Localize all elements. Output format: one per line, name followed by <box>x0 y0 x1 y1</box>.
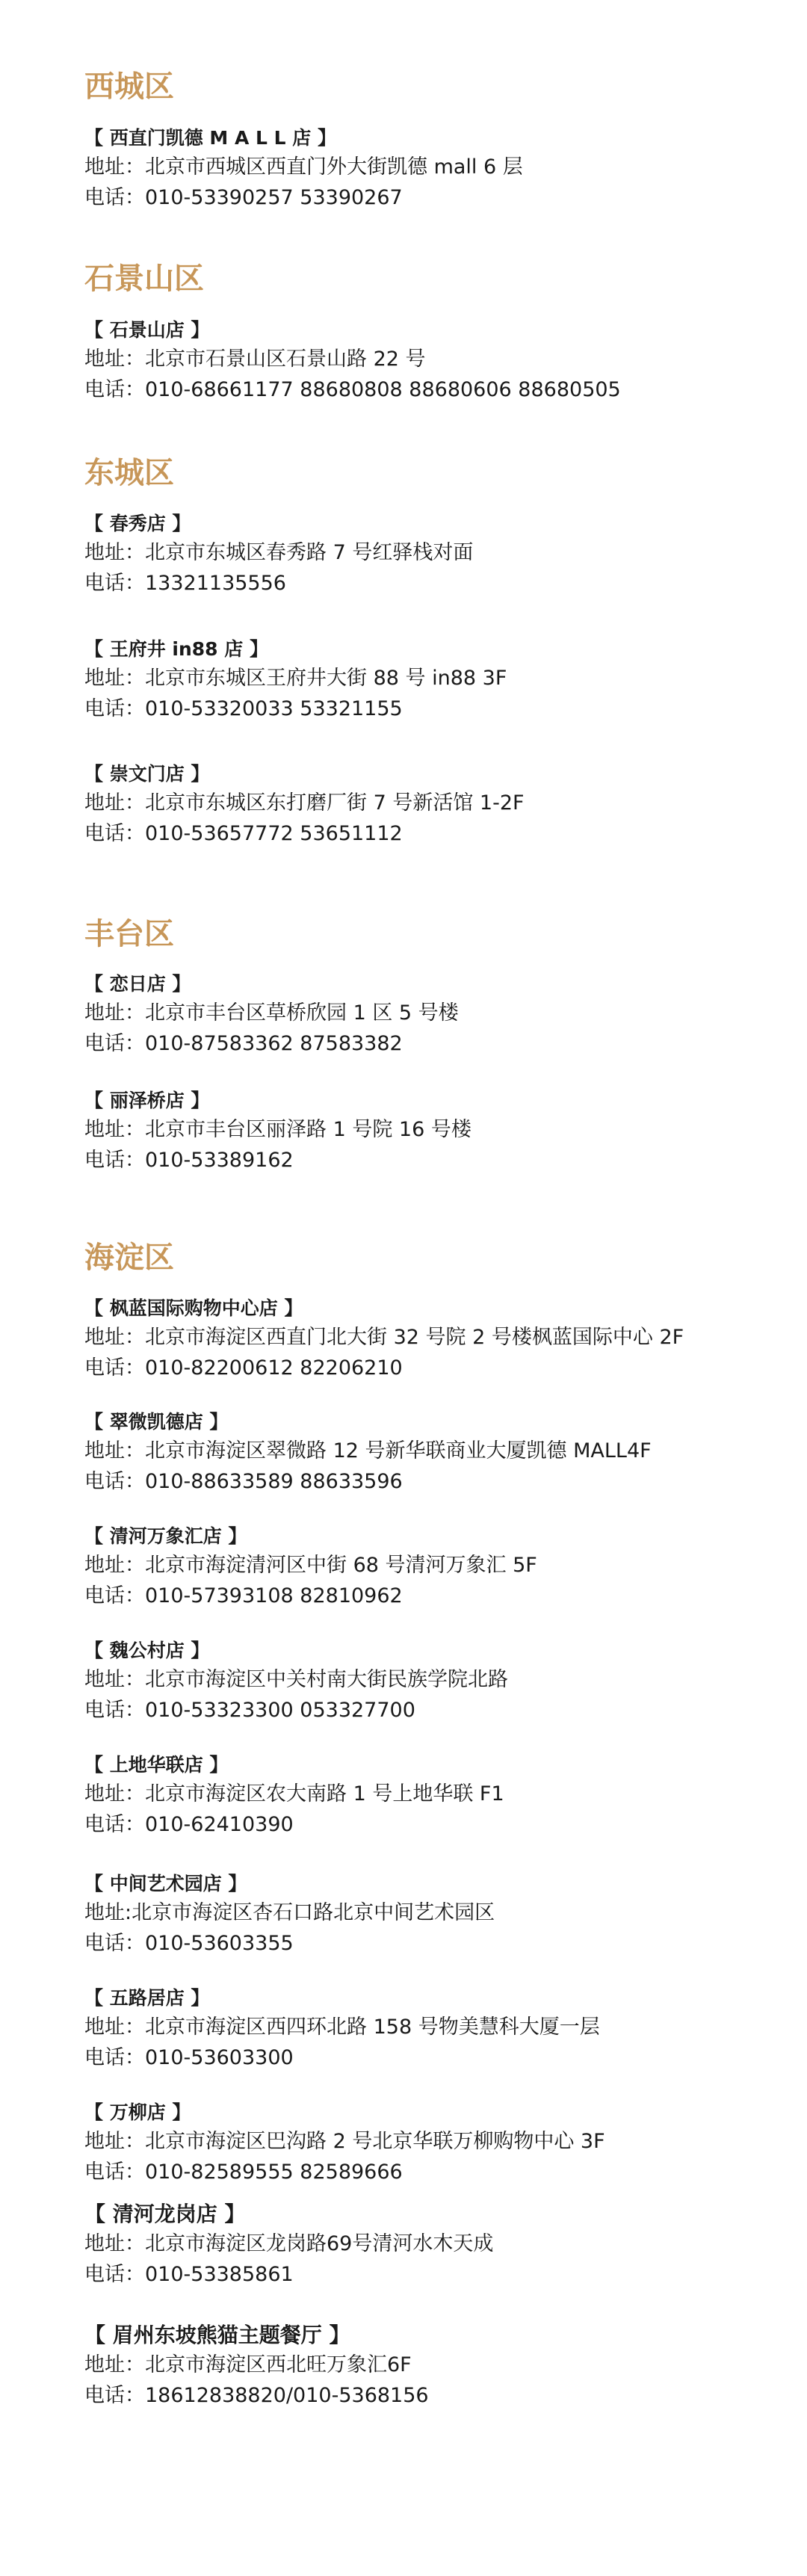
store-fenglan <box>84 1297 757 1380</box>
store-wangfujing-in88 <box>84 638 757 720</box>
store-phone: 电话：010-53390257 53390267 <box>84 186 403 209</box>
store-phone: 电话：010-53320033 53321155 <box>84 697 403 720</box>
store-address: 地址：北京市海淀区西北旺万象汇6F <box>84 2353 412 2376</box>
store-address: 地址：北京市西城区西直门外大街凯德 mall 6 层 <box>84 155 523 179</box>
store-phone: 电话：010-53389162 <box>84 1149 294 1172</box>
store-address: 地址:北京市海淀区杏石口路北京中间艺术园区 <box>84 1901 495 1924</box>
store-phone: 电话：010-57393108 82810962 <box>84 1584 403 1607</box>
store-phone: 电话：010-68661177 88680808 88680606 88680505 <box>84 378 621 401</box>
store-wanliu <box>84 2101 757 2184</box>
store-chongwenmen <box>84 763 757 845</box>
store-name: 【 恋日店 】 <box>84 973 191 995</box>
district-heading-dongcheng: 东城区 <box>84 456 174 490</box>
store-name: 【 眉州东坡熊猫主题餐厅 】 <box>84 2323 350 2347</box>
store-name: 【 万柳店 】 <box>84 2101 191 2123</box>
store-address: 地址：北京市东城区王府井大街 88 号 in88 3F <box>84 667 507 690</box>
store-name: 【 王府井 in88 店 】 <box>84 638 268 660</box>
store-phone: 电话：010-53323300 053327700 <box>84 1699 415 1722</box>
store-name: 【 石景山店 】 <box>84 319 210 341</box>
store-phone: 电话：18612838820/010-5368156 <box>84 2384 429 2407</box>
district-heading-shijingshan: 石景山区 <box>84 262 204 296</box>
store-cuiwei-kaide <box>84 1411 757 1493</box>
store-name: 【 翠微凯德店 】 <box>84 1411 229 1433</box>
store-shangdi-hualian <box>84 1754 757 1836</box>
store-chunxiu <box>84 513 757 595</box>
store-address: 地址：北京市海淀清河区中街 68 号清河万象汇 5F <box>84 1554 537 1577</box>
store-phone: 电话：010-53385861 <box>84 2263 294 2286</box>
store-lizeqiao <box>84 1090 757 1172</box>
store-phone: 电话：010-62410390 <box>84 1813 294 1836</box>
store-name: 【 枫蓝国际购物中心店 】 <box>84 1297 303 1319</box>
store-name: 【 上地华联店 】 <box>84 1754 229 1776</box>
store-phone: 电话：010-88633589 88633596 <box>84 1470 403 1493</box>
store-address: 地址：北京市石景山区石景山路 22 号 <box>84 348 426 371</box>
store-address: 地址：北京市海淀区翠微路 12 号新华联商业大厦凯德 MALL4F <box>84 1439 652 1462</box>
store-address: 地址：北京市东城区春秀路 7 号红驿栈对面 <box>84 541 474 564</box>
store-qinghe-longgang <box>84 2202 757 2286</box>
store-phone: 电话：010-53603300 <box>84 2046 294 2069</box>
store-address: 地址：北京市海淀区农大南路 1 号上地华联 F1 <box>84 1782 504 1806</box>
store-phone: 电话：010-82200612 82206210 <box>84 1356 403 1380</box>
store-name: 【 清河万象汇店 】 <box>84 1525 247 1547</box>
store-xizhimen-kaide <box>84 127 757 209</box>
store-address: 地址：北京市海淀区巴沟路 2 号北京华联万柳购物中心 3F <box>84 2130 605 2153</box>
store-phone: 电话：010-87583362 87583382 <box>84 1032 403 1055</box>
store-name: 【 清河龙岗店 】 <box>84 2202 246 2226</box>
store-phone: 电话：010-82589555 82589666 <box>84 2160 403 2184</box>
store-phone: 电话：010-53603355 <box>84 1932 294 1955</box>
store-lianri <box>84 973 757 1055</box>
store-name: 【 春秀店 】 <box>84 513 191 534</box>
store-address: 地址：北京市海淀区中关村南大街民族学院北路 <box>84 1668 508 1691</box>
store-shijingshan <box>84 319 757 401</box>
store-name: 【 五路居店 】 <box>84 1987 210 2009</box>
store-name: 【 西直门凯德 M A L L 店 】 <box>84 127 337 149</box>
store-address: 地址：北京市海淀区龙岗路69号清河水木天成 <box>84 2232 494 2255</box>
store-zhongjian-art-park <box>84 1873 757 1955</box>
store-wuluju <box>84 1987 757 2069</box>
store-qinghe-wanxianghui <box>84 1525 757 1607</box>
store-phone: 电话：010-53657772 53651112 <box>84 822 403 845</box>
store-address: 地址：北京市丰台区丽泽路 1 号院 16 号楼 <box>84 1118 471 1141</box>
store-name: 【 魏公村店 】 <box>84 1640 210 1661</box>
store-address: 地址：北京市丰台区草桥欣园 1 区 5 号楼 <box>84 1001 459 1025</box>
store-name: 【 丽泽桥店 】 <box>84 1090 210 1111</box>
store-phone: 电话：13321135556 <box>84 572 286 595</box>
district-heading-haidian: 海淀区 <box>84 1241 174 1275</box>
store-weigongcun <box>84 1640 757 1722</box>
store-address: 地址：北京市海淀区西直门北大街 32 号院 2 号楼枫蓝国际中心 2F <box>84 1326 684 1349</box>
district-heading-fengtai: 丰台区 <box>84 917 174 951</box>
store-address: 地址：北京市海淀区西四环北路 158 号物美慧科大厦一层 <box>84 2016 600 2039</box>
store-name: 【 崇文门店 】 <box>84 763 210 785</box>
store-name: 【 中间艺术园店 】 <box>84 1873 247 1894</box>
store-meizhou-dongpo-panda <box>84 2323 757 2407</box>
district-heading-xicheng: 西城区 <box>84 70 174 104</box>
store-address: 地址：北京市东城区东打磨厂街 7 号新活馆 1-2F <box>84 791 525 815</box>
